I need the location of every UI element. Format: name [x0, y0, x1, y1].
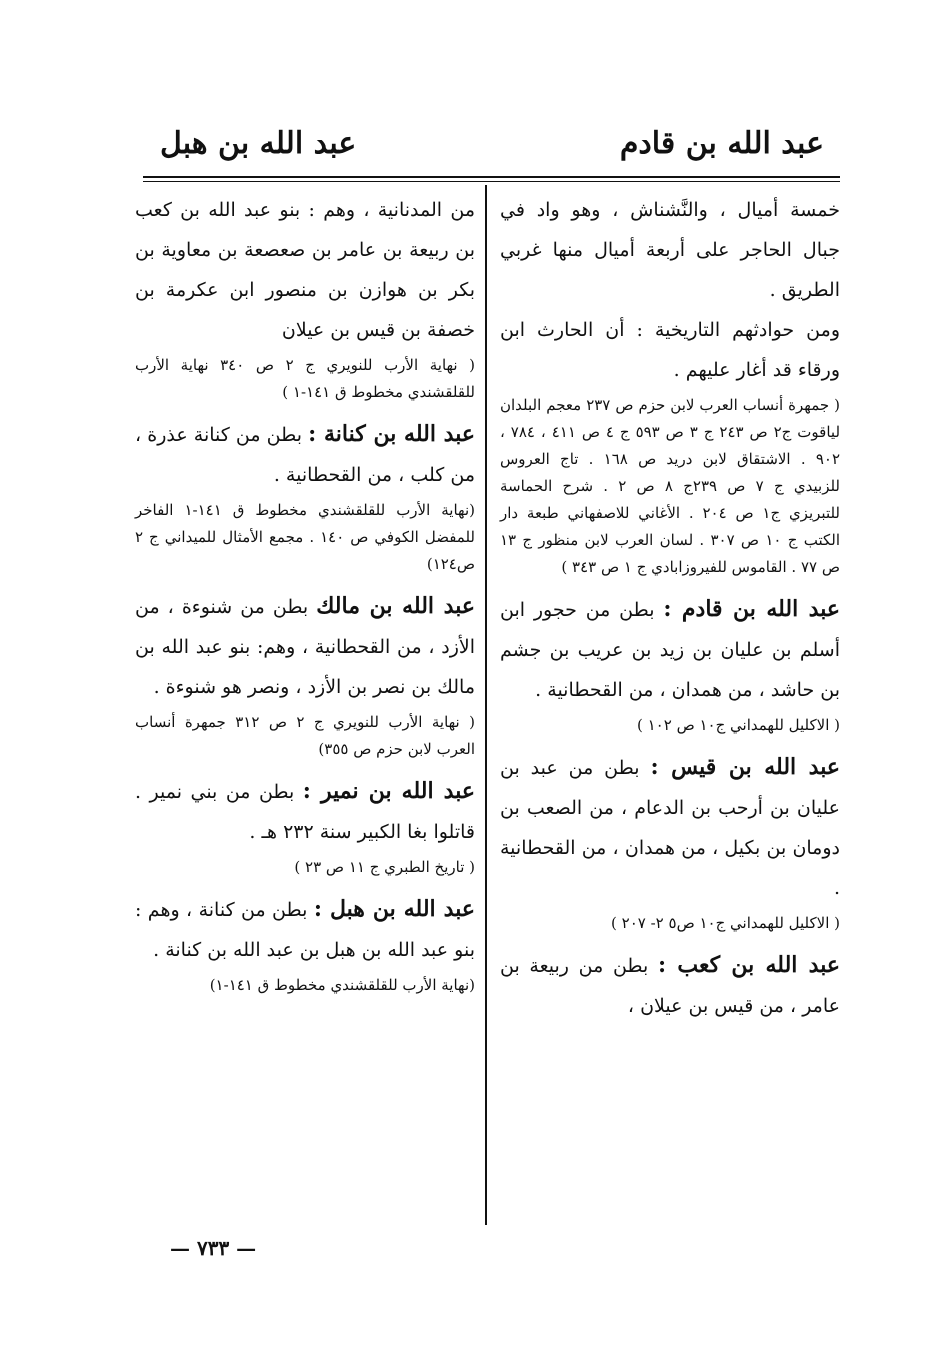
left-column	[135, 190, 475, 1007]
paragraph-continuation: من المدنانية ، وهم : بنو عبد الله بن كعب بن ربيعة بن عامر بن صعصعة بن معاوية بن بكر بن هوازن بن منصور ابن عكرمة بن خصفة بن قيس بن عيلان	[135, 199, 475, 341]
entry-text: بطن من كنانة عذرة ، من كلب ، من القحطانية .	[135, 424, 475, 486]
column-divider	[485, 185, 487, 1225]
entry-heading: عبد الله بن كعب :	[657, 952, 840, 978]
entry-heading: عبد الله بن نمير :	[302, 778, 475, 804]
entry-text: بطن من حجور ابن أسلم بن عليان بن زيد بن عريب بن جشم بن حاشد ، من همدان ، من القحطانية .	[500, 599, 840, 701]
running-head-left: عبد الله بن هبل	[160, 126, 357, 161]
entry-text: بطن من ربيعة بن عامر ، من قيس بن عيلان ،	[500, 955, 840, 1017]
paragraph-history: ومن حوادثهم التاريخية : أن الحارث ابن ورقاء قد أغار عليهم .	[500, 319, 840, 381]
header-rule-thin	[143, 181, 840, 182]
reference-note: (نهاية الأرب للقلقشندي مخطوط ق ١٤١-١ الفاخر للمفضل الكوفي ص ١٤٠ . مجمع الأمثال للميداني ج ٢ ص١٢٤)	[135, 501, 476, 573]
right-column	[500, 190, 840, 1026]
entry-qays	[500, 747, 840, 908]
reference-note: ( نهاية الأرب للنويري ج ٢ ص ٣١٢ جمهرة أنساب العرب لابن حزم ص ٣٥٥)	[135, 713, 475, 758]
entry-hubal	[135, 889, 475, 970]
entry-heading: عبد الله بن هبل :	[313, 896, 475, 922]
reference-note: (نهاية الأرب للقلقشندي مخطوط ق ١٤١-١)	[209, 976, 475, 994]
page-number: — ٧٣٣ —	[170, 1236, 257, 1260]
entry-heading: عبد الله بن مالك	[316, 593, 475, 619]
reference-note: ( الاكليل للهمداني ج١٠ ص٥ ٢- ٢٠٧ )	[611, 914, 840, 932]
entry-heading: عبد الله بن كنانة :	[308, 421, 475, 447]
entry-kinana	[135, 414, 475, 495]
reference-note: ( تاريخ الطبري ج ١١ ص ٢٣ )	[294, 858, 475, 876]
paragraph-location: خمسة أميال ، والنَّشناش ، وهو واد في جبال الحاجر على أربعة أميال منها غربي الطريق .	[500, 199, 840, 301]
entry-text: بطن من كنانة ، وهم : بنو عبد الله بن هبل بن عبد الله بن كنانة .	[135, 899, 475, 961]
entry-heading: عبد الله بن قادم :	[663, 596, 840, 622]
entry-text: بطن من شنوءة ، من الأزد ، من القحطانية ، وهم: بنو عبد الله بن مالك بن نصر بن الأزد ، ونصر هو شنوءة .	[135, 596, 475, 698]
entry-heading: عبد الله بن قيس :	[650, 754, 840, 780]
header-rule-thick	[143, 176, 840, 178]
entry-numayr	[135, 771, 475, 852]
entry-text: بطن من بني نمير . قاتلوا بغا الكبير سنة ٢٣٢ هـ .	[135, 781, 475, 843]
entry-kaab	[500, 945, 840, 1026]
entry-malik	[135, 586, 475, 707]
entry-qadim	[500, 589, 840, 710]
reference-note: ( الاكليل للهمداني ج١٠ ص ١٠٢ )	[637, 716, 840, 734]
running-head-right: عبد الله بن قادم	[619, 126, 824, 161]
entry-text: بطن من عبد بن عليان بن أرحب بن الدعام ، من الصعب بن دومان بن بكيل ، من همدان ، من القحطانية .	[500, 757, 840, 899]
reference-note: ( نهاية الأرب للنويري ج ٢ ص ٣٤٠ نهاية الأرب للقلقشندي مخطوط ق ١٤١-١ )	[135, 356, 476, 401]
reference-note: ( جمهرة أنساب العرب لابن حزم ص ٢٣٧ معجم البلدان لياقوت ج٢ ص ٢٤٣ ج ٣ ص ٥٩٣ ج ٤ ص ٤١١ ، ٧٨٤ ، ٩٠٢ . الاشتقاق لابن دريد ص ١٦٨ . تاج العروس للزبيدي ج ٧ ص ٢٣٩ج ٨ ص ٢ . شرح الحماسة للتبريزي ج١ ص ٢٠٤ . الأغاني للاصفهاني طبعة دار الكتب ج ١٠ ص ٣٠٧ . لسان العرب لابن منظور ج ١٣ ص ٧٧ . القاموس للفيروزابادي ج ١ ص ٣٤٣ )	[500, 396, 841, 576]
